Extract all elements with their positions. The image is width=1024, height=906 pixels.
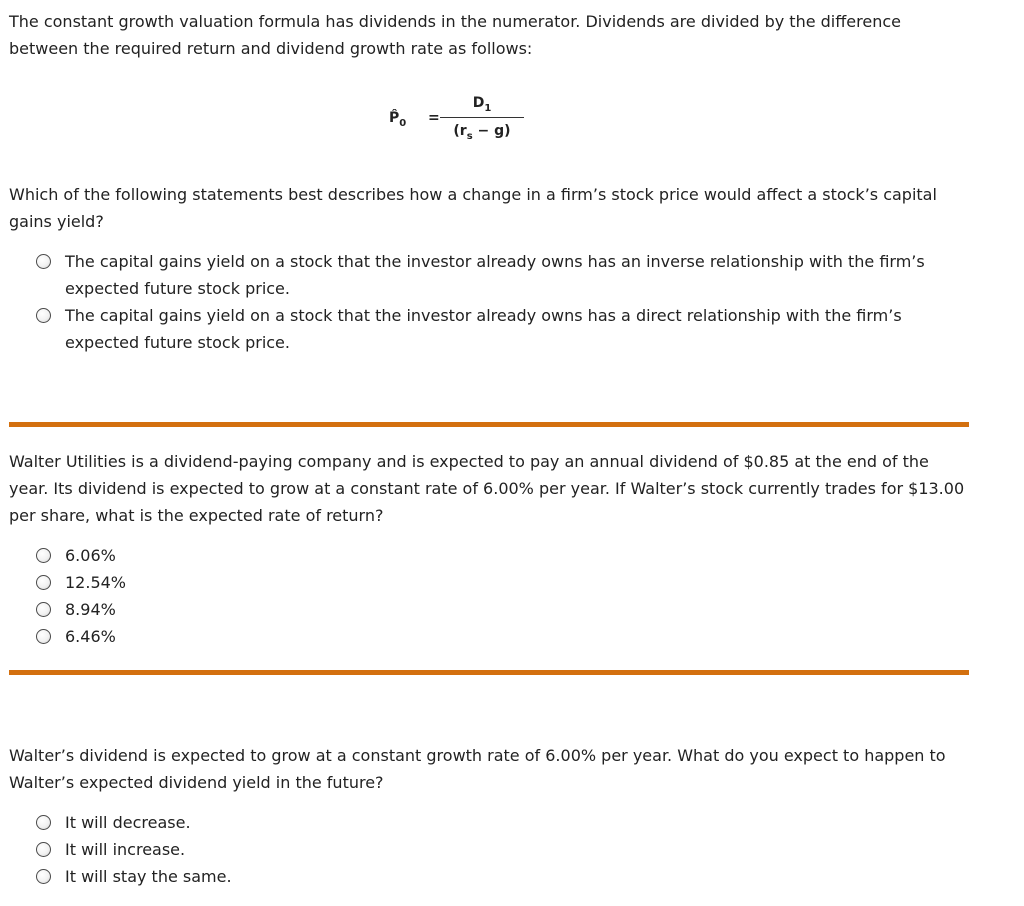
question2-options bbox=[36, 542, 536, 650]
option-label: It will stay the same. bbox=[65, 867, 232, 886]
formula-numerator: $D_1$ bbox=[472, 95, 492, 114]
option-label: 8.94% bbox=[65, 600, 116, 619]
formula-fraction-bar bbox=[440, 117, 524, 118]
radio-button[interactable] bbox=[36, 815, 51, 830]
formula-denominator: $(r_s - g)$ bbox=[453, 123, 511, 142]
question1-option-direct[interactable] bbox=[36, 302, 956, 356]
question1-options bbox=[36, 248, 956, 356]
question2-option[interactable] bbox=[36, 623, 536, 650]
question3-option[interactable] bbox=[36, 836, 536, 863]
option-label: It will increase. bbox=[65, 840, 186, 859]
option-label: The capital gains yield on a stock that the investor already owns has an inverse relationship with the firm’s expected future stock price. bbox=[65, 252, 925, 298]
question3-option[interactable] bbox=[36, 863, 536, 890]
question2-option[interactable] bbox=[36, 542, 536, 569]
formula-lhs: $P̂_0$ bbox=[389, 110, 407, 129]
option-label: 12.54% bbox=[65, 573, 127, 592]
question1-prompt: Which of the following statements best describes how a change in a firm’s stock price would affect a stock’s capital gains yield? bbox=[9, 185, 937, 231]
intro-text: The constant growth valuation formula has dividends in the numerator. Dividends are divided by the difference between the required return and dividend growth rate as follows: bbox=[9, 12, 901, 58]
radio-button[interactable] bbox=[36, 629, 51, 644]
formula-equals: = bbox=[428, 110, 440, 126]
question3-options bbox=[36, 809, 536, 890]
section-divider bbox=[9, 422, 969, 427]
question1-option-inverse[interactable] bbox=[36, 248, 956, 302]
option-label: 6.06% bbox=[65, 546, 116, 565]
radio-button[interactable] bbox=[36, 254, 51, 269]
option-label: 6.46% bbox=[65, 627, 116, 646]
option-label: The capital gains yield on a stock that the investor already owns has a direct relationship with the firm’s expected future stock price. bbox=[65, 306, 902, 352]
section-divider bbox=[9, 670, 969, 675]
radio-button[interactable] bbox=[36, 308, 51, 323]
radio-button[interactable] bbox=[36, 869, 51, 884]
option-label: It will decrease. bbox=[65, 813, 191, 832]
question2-option[interactable] bbox=[36, 596, 536, 623]
radio-button[interactable] bbox=[36, 602, 51, 617]
radio-button[interactable] bbox=[36, 548, 51, 563]
radio-button[interactable] bbox=[36, 575, 51, 590]
constant-growth-formula bbox=[0, 92, 1024, 148]
question2-prompt: Walter Utilities is a dividend-paying company and is expected to pay an annual dividend of $0.85 at the end of the year. Its dividend is expected to grow at a constant rate of 6.00% per year. If Walter’s stock currently trades for $13.00 per share, what is the expected rate of return? bbox=[9, 452, 965, 525]
question3-prompt: Walter’s dividend is expected to grow at a constant growth rate of 6.00% per year. What do you expect to happen to Walter’s expected dividend yield in the future? bbox=[9, 746, 946, 792]
question2-option[interactable] bbox=[36, 569, 536, 596]
question3-option[interactable] bbox=[36, 809, 536, 836]
radio-button[interactable] bbox=[36, 842, 51, 857]
